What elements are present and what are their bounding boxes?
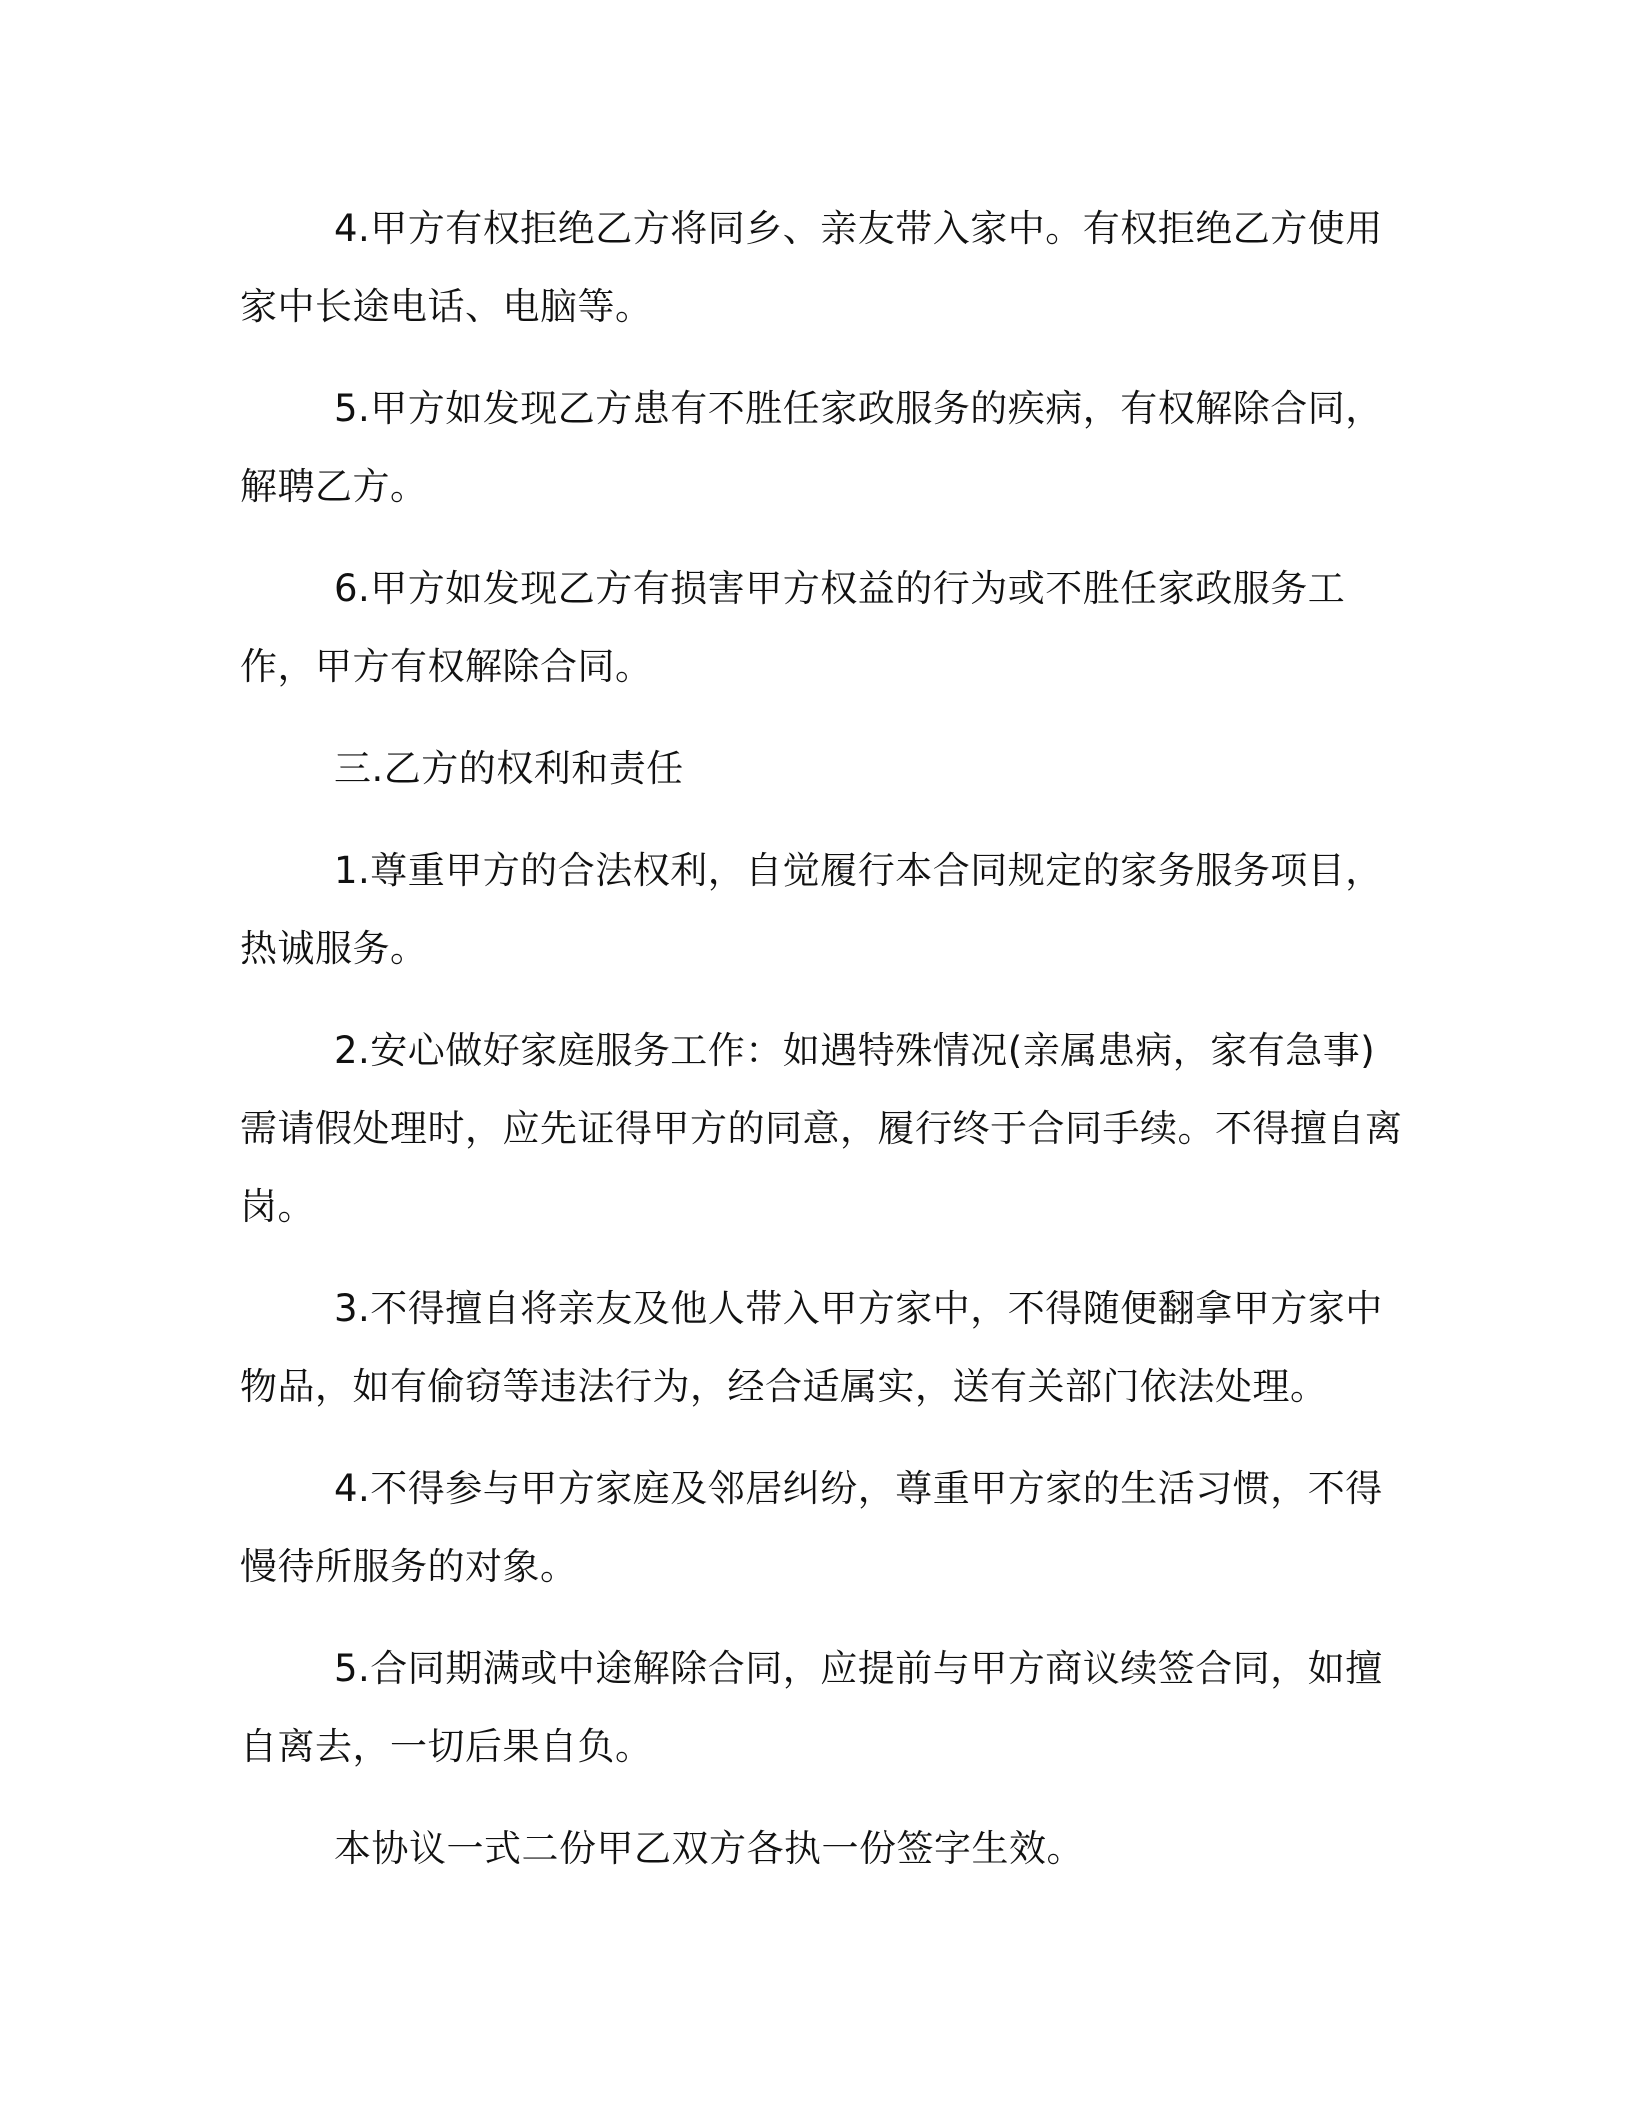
paragraph-party-b-duty-2: 2.安心做好家庭服务工作：如遇特殊情况(亲属患病，家有急事)需请假处理时，应先证得甲方的同意，履行终于合同手续。不得擅自离岗。 — [240, 1029, 1403, 1228]
paragraph-closing-clause: 本协议一式二份甲乙双方各执一份签字生效。 — [334, 1827, 1084, 1870]
paragraph-party-b-duty-1: 1.尊重甲方的合法权利，自觉履行本合同规定的家务服务项目，热诚服务。 — [240, 849, 1383, 970]
document-body — [240, 190, 1410, 1912]
paragraph-party-b-duty-5: 5.合同期满或中途解除合同，应提前与甲方商议续签合同，如擅自离去，一切后果自负。 — [240, 1647, 1383, 1768]
section-heading-party-b: 三.乙方的权利和责任 — [334, 747, 684, 790]
paragraph-party-b-duty-4: 4.不得参与甲方家庭及邻居纠纷，尊重甲方家的生活习惯，不得慢待所服务的对象。 — [240, 1467, 1383, 1588]
paragraph-party-a-right-4: 4.甲方有权拒绝乙方将同乡、亲友带入家中。有权拒绝乙方使用家中长途电话、电脑等。 — [240, 207, 1383, 328]
paragraph-party-b-duty-3: 3.不得擅自将亲友及他人带入甲方家中，不得随便翻拿甲方家中物品，如有偷窃等违法行为，经合适属实，送有关部门依法处理。 — [240, 1287, 1383, 1408]
paragraph-party-a-right-6: 6.甲方如发现乙方有损害甲方权益的行为或不胜任家政服务工作，甲方有权解除合同。 — [240, 567, 1346, 688]
paragraph-party-a-right-5: 5.甲方如发现乙方患有不胜任家政服务的疾病，有权解除合同，解聘乙方。 — [240, 387, 1383, 508]
